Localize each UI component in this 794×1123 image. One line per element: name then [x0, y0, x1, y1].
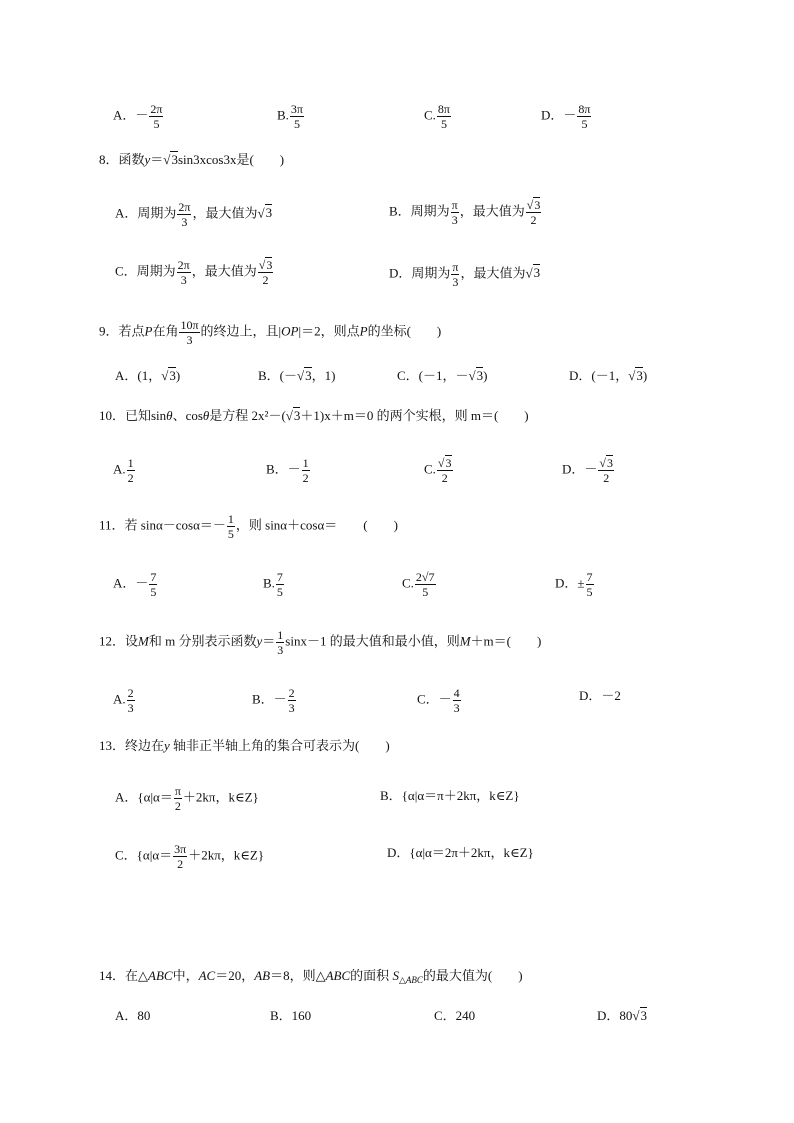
q14-abc1: ABC — [148, 968, 173, 983]
q8-b-num: π — [451, 198, 458, 212]
q13-y: y — [164, 738, 170, 753]
q14-d-label: D．80 — [597, 1008, 633, 1023]
q12-b-frac — [288, 686, 296, 715]
q9-option-b[interactable]: B．(－√3，1) — [258, 368, 336, 383]
q13-stem-pre: 13．终边在 — [99, 738, 165, 753]
q10-a-num: 1 — [127, 456, 134, 470]
q13-a-frac — [174, 784, 182, 813]
q7-a-sign: － — [135, 107, 149, 123]
q13-option-c[interactable] — [115, 842, 264, 871]
q10-sqrt: 3 — [293, 408, 301, 423]
q10-option-c[interactable] — [424, 456, 454, 485]
q14-stem-post: 的最大值为( ) — [422, 968, 523, 983]
q7-d-num: 8π — [578, 102, 591, 116]
q7-b-num: 3π — [290, 102, 303, 116]
q9-c-label: C．(－1，－ — [397, 368, 469, 383]
q10-option-d[interactable] — [562, 456, 615, 485]
q10-c-den: 2 — [441, 471, 448, 485]
q12-stem-post: sinx－1 的最大值和最小值，则 — [285, 633, 460, 649]
q7-option-d[interactable] — [541, 102, 592, 131]
q9-b-sqrt: 3 — [305, 368, 312, 383]
q14-stem-mid2: ＝20， — [215, 968, 255, 983]
q11-a-label: A．－ — [113, 575, 149, 591]
q7-option-a[interactable] — [113, 102, 164, 131]
q12-option-a[interactable] — [113, 686, 136, 715]
q10-c-num-wrap: √3 — [437, 456, 452, 470]
q7-a-den: 5 — [153, 117, 160, 131]
q8-sqrt: 3 — [171, 152, 178, 167]
q14-abc2: ABC — [325, 968, 351, 983]
q8-b-mid: ，最大值为 — [459, 203, 525, 219]
q14-c-label: C．240 — [434, 1008, 476, 1023]
q7-c-den: 5 — [440, 117, 447, 131]
q9-option-d[interactable]: D．(－1，√3) — [569, 368, 648, 383]
q11-num: 1 — [227, 512, 234, 526]
q12-b-num: 2 — [288, 686, 295, 700]
q13-c-pre: C．{α|α＝ — [115, 847, 173, 863]
q9-op: OP — [281, 323, 299, 339]
q9-d-label: D．(－1， — [569, 368, 629, 383]
q9-den: 3 — [186, 333, 193, 347]
q8-a-den: 3 — [181, 215, 188, 229]
q11-stem — [99, 512, 398, 541]
q12-a-frac — [127, 686, 135, 715]
q8-b-frac — [451, 198, 459, 227]
q11-c-frac — [415, 570, 436, 599]
q14-a-label: A．80 — [115, 1008, 151, 1023]
q11-stem-pre: 11．若 sinα－cosα＝－ — [99, 517, 226, 533]
q11-d-num: 7 — [586, 570, 593, 584]
q7-d-frac — [577, 102, 591, 131]
q8-c-vnum: 3 — [266, 258, 273, 272]
q11-b-label: B. — [263, 575, 275, 591]
q7-c-num: 8π — [437, 102, 450, 116]
q13-a-num: π — [174, 784, 181, 798]
q12-stem: 12．设M和 m 分别表示函数y＝ $\frac{1}{3}$ sinx－1 的最大值和最小值，则M＋m＝( ) — [99, 628, 542, 657]
q9-stem — [99, 318, 441, 347]
q14-ac: AC — [198, 968, 216, 983]
q12-y: y — [256, 633, 263, 649]
q7-c-frac — [437, 102, 451, 131]
q14-sub: △ABC — [398, 975, 423, 985]
q8-a-num: 2π — [178, 200, 191, 214]
q9-stem-mid3: |＝2，则点 — [298, 323, 360, 339]
q8-option-d[interactable]: D．周期为 $\frac{\pi}{3}$ ，最大值为√3 — [389, 260, 541, 289]
q12-option-d[interactable] — [579, 686, 621, 706]
q12-stem-mid: 和 m 分别表示函数 — [148, 633, 257, 649]
q14-option-d[interactable]: D．80√3 — [597, 1008, 648, 1023]
q13-option-d[interactable] — [387, 843, 534, 863]
q9-c-sqrt: 3 — [476, 368, 484, 383]
q8-c-num: 2π — [177, 258, 190, 272]
q8-d-num: π — [452, 260, 459, 274]
q9-d-sqrt: 3 — [636, 368, 643, 383]
q11-c-label: C. — [402, 575, 414, 591]
q10-a-frac — [127, 456, 135, 485]
q14-option-c[interactable] — [434, 1006, 475, 1026]
q10-d-label: D．－ — [562, 461, 598, 477]
q13-c-frac — [173, 842, 187, 871]
q14-b-label: B．160 — [270, 1008, 312, 1023]
q8-b-label: B．周期为 — [389, 203, 450, 219]
q8-stem-pre: 8．函数 — [99, 152, 145, 167]
q12-stem-end: ＋m＝( ) — [470, 633, 542, 649]
q8-c-mid: ，最大值为 — [191, 263, 257, 279]
q8-c-den: 3 — [180, 273, 187, 287]
q10-c-frac — [437, 456, 453, 485]
q8-a-val: 3 — [265, 205, 273, 221]
q12-c-frac — [453, 686, 461, 715]
q8-d-mid: ，最大值为 — [460, 265, 526, 281]
q10-b-frac — [302, 456, 310, 485]
q13-stem-post: 轴非正半轴上角的集合可表示为( ) — [173, 738, 390, 753]
q9-stem-pre: 9．若点 — [99, 323, 145, 339]
q13-a-post: ＋2kπ，k∈Z} — [182, 789, 259, 805]
q10-stem-mid: 、cos — [172, 408, 203, 423]
q11-frac — [227, 512, 235, 541]
q12-den: 3 — [277, 643, 284, 657]
q12-c-den: 3 — [453, 701, 460, 715]
q10-option-b[interactable] — [266, 456, 311, 485]
q11-option-c[interactable] — [402, 570, 437, 599]
q14-stem-pre: 14．在△ — [99, 968, 148, 983]
q14-stem-mid4: 的面积 — [350, 968, 390, 983]
q11-option-d[interactable] — [555, 570, 595, 599]
q11-b-den: 5 — [276, 585, 283, 599]
q10-d-num-wrap: √3 — [599, 456, 613, 470]
q8-c-vnum-wrap: √3 — [258, 258, 273, 272]
q12-stem-pre: 12．设 — [99, 633, 139, 649]
q11-d-frac — [586, 570, 594, 599]
q9-stem-mid2: 的终边上，且| — [200, 323, 282, 339]
q9-b-label: B．(－ — [258, 368, 298, 383]
q7-d-den: 5 — [581, 117, 588, 131]
q7-c-label: C. — [424, 107, 436, 123]
q9-option-a[interactable]: A．(1，√3) — [115, 368, 181, 383]
q11-a-frac — [149, 570, 157, 599]
q10-stem-post: 是方程 2x²－( — [209, 408, 286, 423]
q9-frac — [179, 318, 199, 347]
q8-option-c[interactable] — [115, 258, 274, 287]
q10-option-a[interactable] — [113, 456, 136, 485]
q11-option-a[interactable] — [113, 570, 158, 599]
q10-a-den: 2 — [127, 471, 134, 485]
q14-stem-mid1: 中， — [172, 968, 199, 983]
q11-c-den: 5 — [422, 585, 429, 599]
q7-a-frac — [149, 102, 163, 131]
q8-a-frac — [177, 200, 191, 229]
q13-c-post: ＋2kπ，k∈Z} — [188, 847, 265, 863]
q11-den: 5 — [227, 527, 234, 541]
q8-d-label: D．周期为 — [389, 265, 451, 281]
q10-theta1: θ — [166, 408, 173, 423]
q14-stem — [99, 966, 523, 990]
q14-d-sqrt: 3 — [640, 1008, 648, 1023]
q7-a-num: 2π — [150, 102, 163, 116]
q12-frac — [276, 628, 284, 657]
q14-ab: AB — [254, 968, 271, 983]
q10-a-label: A. — [113, 461, 126, 477]
q12-c-num: 4 — [453, 686, 460, 700]
q7-option-c[interactable] — [424, 102, 452, 131]
q13-option-a[interactable] — [115, 784, 259, 813]
q13-b-label: B．{α|α＝π＋2kπ，k∈Z} — [380, 788, 520, 803]
q8-c-frac — [177, 258, 191, 287]
q13-c-den: 2 — [177, 857, 184, 871]
q8-a-label: A．周期为 — [115, 205, 177, 221]
q14-s: S — [392, 968, 399, 983]
q8-option-b[interactable] — [389, 198, 542, 227]
q8-option-a[interactable]: A．周期为 $\frac{2\pi}{3}$ ，最大值为√3 — [115, 200, 273, 229]
q12-num: 1 — [277, 628, 284, 642]
q9-p1: P — [144, 323, 153, 339]
q10-stem: 10．已知sinθ、cosθ是方程 2x²－(√3＋1)x＋m＝0 的两个实根，则 m＝( ) — [99, 408, 529, 423]
q14-stem-mid3: ＝8，则△ — [270, 968, 326, 983]
q9-a-sqrt: 3 — [169, 368, 176, 383]
q7-b-den: 5 — [293, 117, 300, 131]
q10-stem-end: ＋1)x＋m＝0 的两个实根，则 m＝( ) — [300, 408, 529, 423]
q11-b-num: 7 — [276, 570, 283, 584]
q10-d-den: 2 — [603, 471, 610, 485]
q7-b-label: B. — [277, 107, 289, 123]
q8-d-den: 3 — [452, 275, 459, 289]
q11-a-den: 5 — [150, 585, 157, 599]
q12-a-den: 3 — [127, 701, 134, 715]
q13-c-num: 3π — [174, 842, 187, 856]
q12-b-label: B．－ — [252, 691, 287, 707]
q7-b-frac — [290, 102, 304, 131]
q8-a-mid: ，最大值为 — [192, 205, 258, 221]
q8-c-val — [258, 258, 274, 287]
q13-d-label: D．{α|α＝2π＋2kπ，k∈Z} — [387, 845, 534, 860]
q12-d-label: D．－2 — [579, 688, 621, 703]
q10-b-num: 1 — [302, 456, 309, 470]
q8-d-val: 3 — [533, 265, 541, 281]
q12-c-label: C．－ — [417, 691, 452, 707]
q8-stem-post: sin3xcos3x是( ) — [177, 152, 285, 167]
q11-c-num: 2√7 — [415, 570, 435, 584]
q14-option-b[interactable] — [270, 1006, 311, 1026]
q12-option-c[interactable] — [417, 686, 462, 715]
q8-d-frac — [451, 260, 459, 289]
q8-b-vden: 2 — [530, 213, 537, 227]
q11-b-frac — [276, 570, 284, 599]
q8-y: y — [144, 152, 151, 167]
q7-d-label: D． — [541, 107, 564, 123]
q8-b-vnum-wrap: √3 — [526, 198, 541, 212]
q7-option-b[interactable] — [277, 102, 305, 131]
q11-stem-post: ，则 sinα＋cosα＝ ( ) — [235, 517, 398, 533]
q11-d-label: D．± — [555, 575, 585, 591]
q11-a-num: 7 — [150, 570, 157, 584]
q7-a-label: A． — [113, 107, 136, 123]
q8-c-vden: 2 — [262, 273, 269, 287]
q13-a-pre: A．{α|α＝ — [115, 789, 173, 805]
q9-stem-post: 的坐标( ) — [367, 323, 442, 339]
q12-a-label: A. — [113, 691, 126, 707]
q7-d-sign: － — [563, 107, 577, 123]
q10-theta2: θ — [202, 408, 210, 423]
q9-option-c[interactable]: C．(－1，－√3) — [397, 368, 488, 383]
q8-b-den: 3 — [451, 213, 458, 227]
q12-M1: M — [138, 633, 149, 649]
q10-b-label: B．－ — [266, 461, 301, 477]
q8-b-val — [526, 198, 542, 227]
q10-d-frac — [598, 456, 614, 485]
q12-option-b[interactable] — [252, 686, 297, 715]
q12-M2: M — [459, 633, 471, 649]
q9-num: 10π — [180, 318, 199, 332]
q9-stem-mid1: 在角 — [152, 323, 179, 339]
q9-a-label: A．(1， — [115, 368, 162, 383]
q14-option-a[interactable] — [115, 1006, 150, 1026]
q12-a-num: 2 — [127, 686, 134, 700]
q8-c-label: C．周期为 — [115, 263, 176, 279]
q10-d-num: 3 — [606, 456, 613, 470]
q13-stem — [99, 736, 390, 756]
q8-b-vnum: 3 — [534, 198, 541, 212]
q11-d-den: 5 — [586, 585, 593, 599]
q10-b-den: 2 — [302, 471, 309, 485]
q12-b-den: 3 — [288, 701, 295, 715]
q10-stem-pre: 10．已知sin — [99, 408, 167, 423]
q11-option-b[interactable] — [263, 570, 285, 599]
q13-a-den: 2 — [174, 799, 181, 813]
q13-option-b[interactable] — [380, 786, 520, 806]
q9-p2: P — [359, 323, 368, 339]
q10-c-label: C. — [424, 461, 436, 477]
q8-stem: 8．函数y＝√3sin3xcos3x是( ) — [99, 152, 285, 167]
q10-c-num: 3 — [445, 456, 452, 470]
